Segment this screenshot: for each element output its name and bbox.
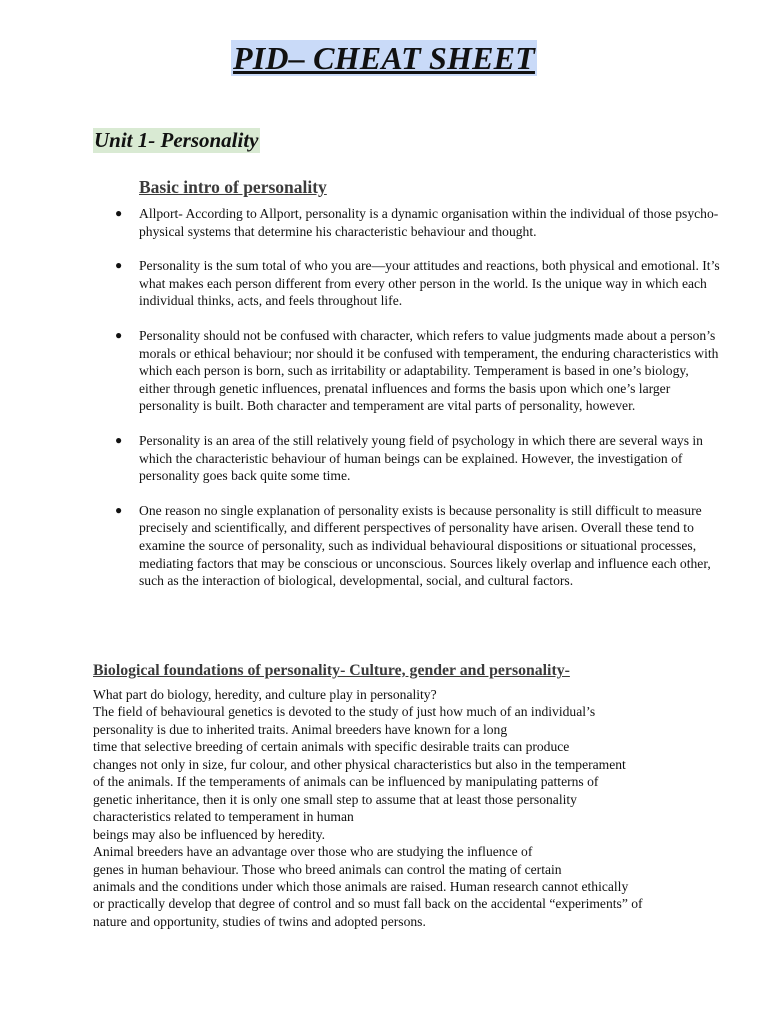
paragraph-line: The field of behavioural genetics is devoted to the study of just how much of an individual’s [93, 704, 596, 720]
paragraph-line: time that selective breeding of certain animals with specific desirable traits can produce [93, 739, 570, 755]
page-title [0, 40, 768, 77]
paragraph-line: What part do biology, heredity, and culture play in personality? [93, 687, 437, 702]
bullet-icon: ● [115, 206, 123, 220]
unit-heading: Unit 1- Personality [94, 128, 259, 152]
list-item [0, 205, 768, 240]
paragraph-line: changes not only in size, fur colour, and other physical characteristics but also in the temperament [93, 756, 626, 772]
paragraph-line: characteristics related to temperament in human [93, 809, 354, 825]
list-item [0, 257, 768, 310]
list-item [0, 327, 768, 415]
bullet-text: Personality is the sum total of who you are—your attitudes and reactions, both physical and emotional. It’s what makes each person different from every other person in the world. Is the unique way in which each individual thinks, acts, and feels throughout life. [139, 258, 720, 309]
list-item [0, 502, 768, 590]
paragraph-line: or practically develop that degree of control and so must fall back on the accidental “experiments” of [93, 896, 643, 912]
paragraph-line: of the animals. If the temperaments of animals can be influenced by manipulating patterns of [93, 774, 599, 790]
body-paragraph [93, 686, 733, 930]
bullet-text: Allport- According to Allport, personality is a dynamic organisation within the individual of those psycho-physical systems that determine his characteristic behaviour and thought. [139, 206, 719, 239]
bullet-icon: ● [115, 258, 123, 273]
bullet-text: One reason no single explanation of personality exists is because personality is still difficult to measure precisely and scientifically, and different perspectives of personality have arisen. Overall these tend to examine the source of personality, such as individual behavioural dispositions or situational processes, mediating factors that may be conscious or unconscious. Sources likely overlap and influence each other, such as the interaction of biological, developmental, social, and cultural factors. [139, 502, 711, 589]
paragraph-line: beings may also be influenced by heredity. [93, 826, 326, 842]
section-heading-biological-foundations: Biological foundations of personality- Culture, gender and personality- [93, 662, 570, 679]
page-title-text: PID– CHEAT SHEET [233, 40, 535, 76]
paragraph-line: personality is due to inherited traits. Animal breeders have known for a long [93, 721, 508, 737]
paragraph-line: genetic inheritance, then it is only one small step to assume that at least those personality [93, 791, 577, 807]
bullet-text: Personality is an area of the still relatively young field of psychology in which there are several ways in which the characteristic behaviour of human beings can be explained. However, the investigation of personality goes back quite some time. [139, 432, 703, 484]
list-item [0, 432, 768, 485]
paragraph-line: Animal breeders have an advantage over those who are studying the influence of [93, 844, 533, 860]
bullet-icon: ● [115, 327, 123, 342]
bullet-icon: ● [115, 502, 123, 517]
bullet-icon: ● [115, 432, 123, 447]
paragraph-line: nature and opportunity, studies of twins and adopted persons. [93, 913, 426, 929]
bullet-list [0, 205, 768, 607]
paragraph-line: animals and the conditions under which those animals are raised. Human research cannot ethically [93, 878, 629, 894]
section-heading-basic-intro: Basic intro of personality [139, 177, 327, 197]
paragraph-line: genes in human behaviour. Those who breed animals can control the mating of certain [93, 861, 562, 877]
bullet-text: Personality should not be confused with character, which refers to value judgments made about a person’s morals or ethical behaviour; nor should it be confused with temperament, the enduring characteristics with which each person is born, such as irritability or adaptability. Temperament is based in one’s biology, either through genetic influences, prenatal influences and forms the basis upon which one’s larger personality is built. Both character and temperament are vital parts of personality, however. [139, 327, 719, 414]
